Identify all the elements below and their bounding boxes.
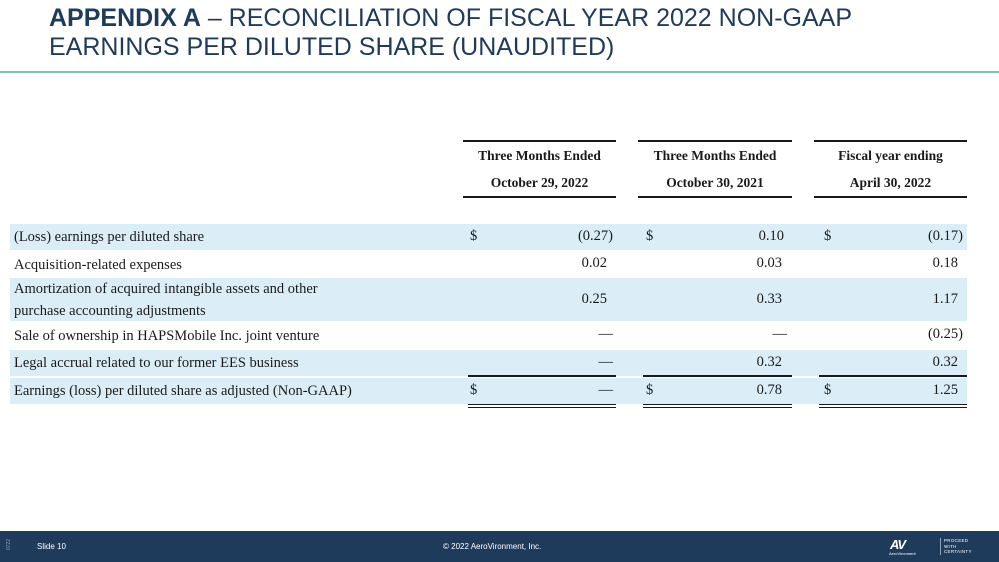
table-row xyxy=(10,350,967,376)
cell-q3-2021: 0.78 xyxy=(756,382,782,398)
cell-q3-2021: 0.33 xyxy=(756,291,782,307)
title-bold: APPENDIX A xyxy=(49,4,201,32)
cell-q3-2022: (0.27) xyxy=(577,228,613,244)
double-rule-bottom-q3-2022 xyxy=(468,407,616,408)
aerovironment-logo xyxy=(888,537,934,557)
logo-divider xyxy=(940,538,941,555)
header-top-rule xyxy=(463,140,616,142)
title-line-2: EARNINGS PER DILUTED SHARE (UNAUDITED) xyxy=(49,33,615,61)
cell-fy2022: (0.25) xyxy=(927,326,963,342)
header-line-2: April 30, 2022 xyxy=(849,175,932,190)
logo-mark: AV xyxy=(890,537,906,552)
cell-q3-2021: 0.03 xyxy=(756,255,782,271)
header-line-1: Three Months Ended xyxy=(653,148,777,163)
row-label: Legal accrual related to our former EES business xyxy=(14,355,299,371)
tagline xyxy=(944,538,972,555)
footer-code: 0722 xyxy=(6,539,12,551)
cell-fy2022: (0.17) xyxy=(927,228,963,244)
subtotal-rule-fy2022 xyxy=(819,375,967,377)
header-line-2: October 29, 2022 xyxy=(490,175,589,190)
cell-q3-2021: — xyxy=(772,326,787,342)
header-line-1: Fiscal year ending xyxy=(838,148,943,163)
title-divider xyxy=(0,71,999,73)
double-rule-top-q3-2021 xyxy=(643,404,792,405)
table-row xyxy=(10,278,967,321)
currency-symbol: $ xyxy=(646,382,654,398)
row-label: (Loss) earnings per diluted share xyxy=(14,229,205,245)
header-line-2: October 30, 2021 xyxy=(666,175,764,190)
row-label-line-2: purchase accounting adjustments xyxy=(14,303,206,319)
cell-q3-2022: — xyxy=(598,326,613,342)
table-row-total xyxy=(10,378,967,404)
column-header-fy2022 xyxy=(814,140,967,198)
title-rest: – RECONCILIATION OF FISCAL YEAR 2022 NON-GAAP xyxy=(200,4,852,32)
row-label: Earnings (loss) per diluted share as adjusted (Non-GAAP) xyxy=(14,383,352,399)
double-rule-top-fy2022 xyxy=(819,404,967,405)
cell-fy2022: 1.25 xyxy=(932,382,958,398)
cell-q3-2022: 0.25 xyxy=(581,291,607,307)
subtotal-rule-q3-2021 xyxy=(643,375,792,377)
cell-fy2022: 1.17 xyxy=(932,291,958,307)
footer-bar xyxy=(0,531,999,562)
column-header-q3-2022 xyxy=(463,140,616,198)
table-row xyxy=(10,224,967,250)
row-label: Sale of ownership in HAPSMobile Inc. joint venture xyxy=(14,328,320,344)
title-line-1 xyxy=(49,4,989,33)
double-rule-bottom-fy2022 xyxy=(819,407,967,408)
currency-symbol: $ xyxy=(470,228,478,244)
header-line-1: Three Months Ended xyxy=(478,148,601,163)
double-rule-bottom-q3-2021 xyxy=(643,407,792,408)
tagline-line: PROCEED xyxy=(944,538,969,543)
subtotal-rule-q3-2022 xyxy=(468,375,616,377)
copyright: © 2022 AeroVironment, Inc. xyxy=(443,542,542,551)
tagline-line: CERTAINTY xyxy=(944,549,972,554)
cell-q3-2022: — xyxy=(598,354,613,370)
table-row xyxy=(10,323,967,348)
currency-symbol: $ xyxy=(824,382,832,398)
cell-q3-2022: — xyxy=(598,382,613,398)
double-rule-top-q3-2022 xyxy=(468,404,616,405)
header-bottom-rule xyxy=(463,196,616,198)
currency-symbol: $ xyxy=(470,382,478,398)
tagline-line: WITH xyxy=(944,543,957,549)
cell-fy2022: 0.32 xyxy=(932,354,958,370)
slide-title xyxy=(49,4,989,62)
cell-q3-2021: 0.32 xyxy=(756,354,782,370)
row-label: Acquisition-related expenses xyxy=(14,257,182,273)
cell-q3-2022: 0.02 xyxy=(581,255,607,271)
header-bottom-rule xyxy=(814,196,967,198)
logo-wordmark: AeroVironment xyxy=(889,551,916,556)
header-bottom-rule xyxy=(638,196,792,198)
header-top-rule xyxy=(638,140,792,142)
cell-fy2022: 0.18 xyxy=(932,255,958,271)
header-top-rule xyxy=(814,140,967,142)
currency-symbol: $ xyxy=(646,228,654,244)
cell-q3-2021: 0.10 xyxy=(758,228,784,244)
row-label-line-1: Amortization of acquired intangible assets and other xyxy=(14,281,318,297)
table-row xyxy=(10,252,967,277)
currency-symbol: $ xyxy=(824,228,832,244)
column-header-q3-2021 xyxy=(638,140,792,198)
slide-number: Slide 10 xyxy=(37,542,66,551)
